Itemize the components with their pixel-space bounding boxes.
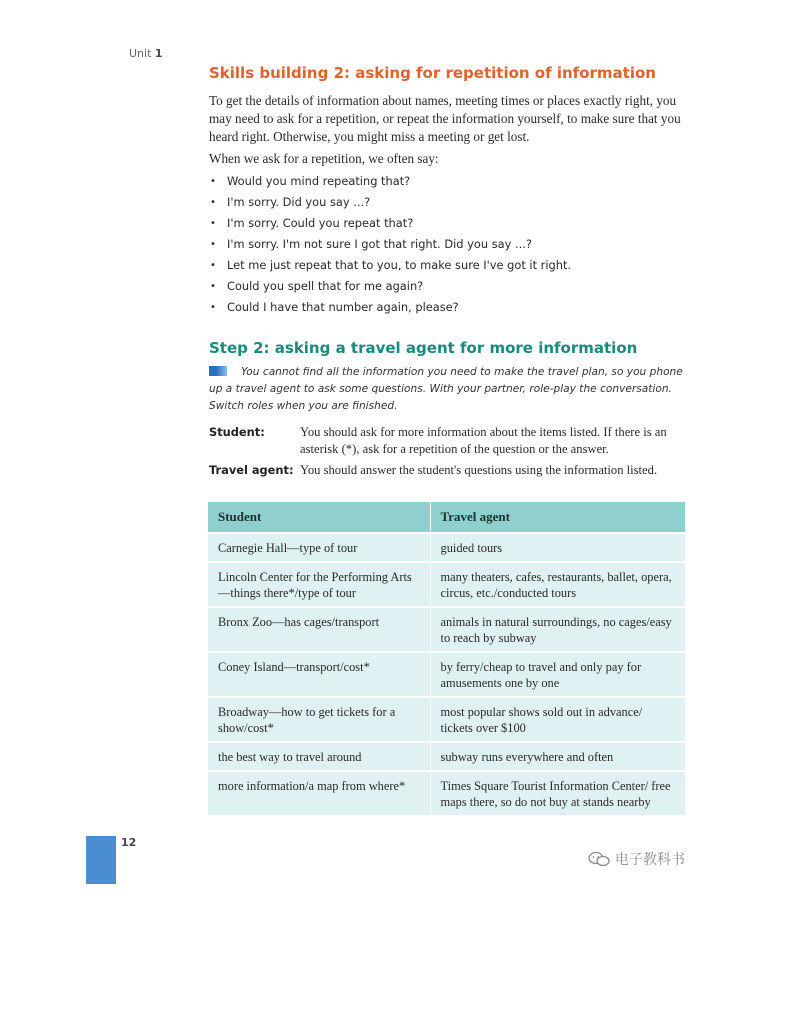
table-row <box>208 607 685 652</box>
step-heading: Step 2: asking a travel agent for more information <box>209 339 638 357</box>
unit-number: 1 <box>154 47 163 60</box>
table-row <box>208 533 685 562</box>
student-cell: the best way to travel around <box>208 742 430 771</box>
phrase-text: I'm sorry. Did you say ...? <box>227 195 371 209</box>
phrase-list <box>209 171 679 318</box>
role-label: Student: <box>209 425 265 439</box>
lead-sentence: When we ask for a repetition, we often say: <box>209 151 439 166</box>
list-item <box>209 255 679 276</box>
table-row <box>208 697 685 742</box>
agent-cell: by ferry/cheap to travel and only pay for amusements one by one <box>430 652 685 697</box>
pair-work-icon <box>209 366 227 376</box>
list-item <box>209 276 679 297</box>
phrase-text: Would you mind repeating that? <box>227 174 411 188</box>
role-label: Travel agent: <box>209 463 294 477</box>
bullet-icon: • <box>210 239 216 250</box>
role-text: You should answer the student's questions using the information listed. <box>300 463 658 477</box>
table-row <box>208 771 685 815</box>
bullet-icon: • <box>210 176 216 187</box>
list-item <box>209 234 679 255</box>
watermark <box>588 849 685 869</box>
table-row <box>208 742 685 771</box>
student-cell: Broadway—how to get tickets for a show/cost* <box>208 697 430 742</box>
student-cell: Bronx Zoo—has cages/transport <box>208 607 430 652</box>
phrase-text: Could I have that number again, please? <box>227 300 459 314</box>
student-cell: Lincoln Center for the Performing Arts—things there*/type of tour <box>208 562 430 607</box>
header-travel-agent: Travel agent <box>430 502 685 533</box>
unit-label <box>129 47 163 60</box>
agent-cell: subway runs everywhere and often <box>430 742 685 771</box>
phrase-text: Let me just repeat that to you, to make sure I've got it right. <box>227 258 572 272</box>
page-tab <box>86 836 116 884</box>
bullet-icon: • <box>210 260 216 271</box>
agent-cell: many theaters, cafes, restaurants, ballet, opera, circus, etc./conducted tours <box>430 562 685 607</box>
agent-cell: guided tours <box>430 533 685 562</box>
chat-bubbles-icon <box>588 851 610 867</box>
role-play-table <box>208 502 685 815</box>
page-number: 12 <box>121 836 137 849</box>
agent-cell: Times Square Tourist Information Center/ free maps there, so do not buy at stands nearby <box>430 771 685 815</box>
list-item <box>209 192 679 213</box>
bullet-icon: • <box>210 197 216 208</box>
phrase-text: I'm sorry. Could you repeat that? <box>227 216 414 230</box>
instruction-text: You cannot find all the information you need to make the travel plan, so you phone up a travel agent to ask some questions. With your partner, role-play the conversation. Switch roles when you are finished. <box>209 366 683 412</box>
student-cell: Carnegie Hall—type of tour <box>208 533 430 562</box>
table-row <box>208 562 685 607</box>
table-row <box>208 652 685 697</box>
bullet-icon: • <box>210 218 216 229</box>
role-travel-agent <box>209 462 683 479</box>
list-item <box>209 213 679 234</box>
student-cell: more information/a map from where* <box>208 771 430 815</box>
role-text: You should ask for more information about the items listed. If there is an asterisk (*), ask for a repetition of the question or the answer. <box>300 425 667 456</box>
bullet-icon: • <box>210 302 216 313</box>
watermark-text: 电子教科书 <box>615 852 685 868</box>
intro-paragraph: To get the details of information about names, meeting times or places exactly right, you may need to ask for a repetition, or repeat the information yourself, to make sure that you heard right. Otherwise, you might miss a meeting or get lost. <box>209 93 681 144</box>
phrase-text: I'm sorry. I'm not sure I got that right. Did you say ...? <box>227 237 532 251</box>
bullet-icon: • <box>210 281 216 292</box>
agent-cell: most popular shows sold out in advance/ tickets over $100 <box>430 697 685 742</box>
role-descriptions <box>209 424 683 483</box>
phrase-text: Could you spell that for me again? <box>227 279 424 293</box>
list-item <box>209 171 679 192</box>
role-student <box>209 424 683 458</box>
skills-heading: Skills building 2: asking for repetition of information <box>209 64 656 82</box>
agent-cell: animals in natural surroundings, no cages/easy to reach by subway <box>430 607 685 652</box>
list-item <box>209 297 679 318</box>
unit-word: Unit <box>129 47 152 60</box>
student-cell: Coney Island—transport/cost* <box>208 652 430 697</box>
instruction-paragraph <box>209 364 683 415</box>
header-student: Student <box>208 502 430 533</box>
table-header-row <box>208 502 685 533</box>
